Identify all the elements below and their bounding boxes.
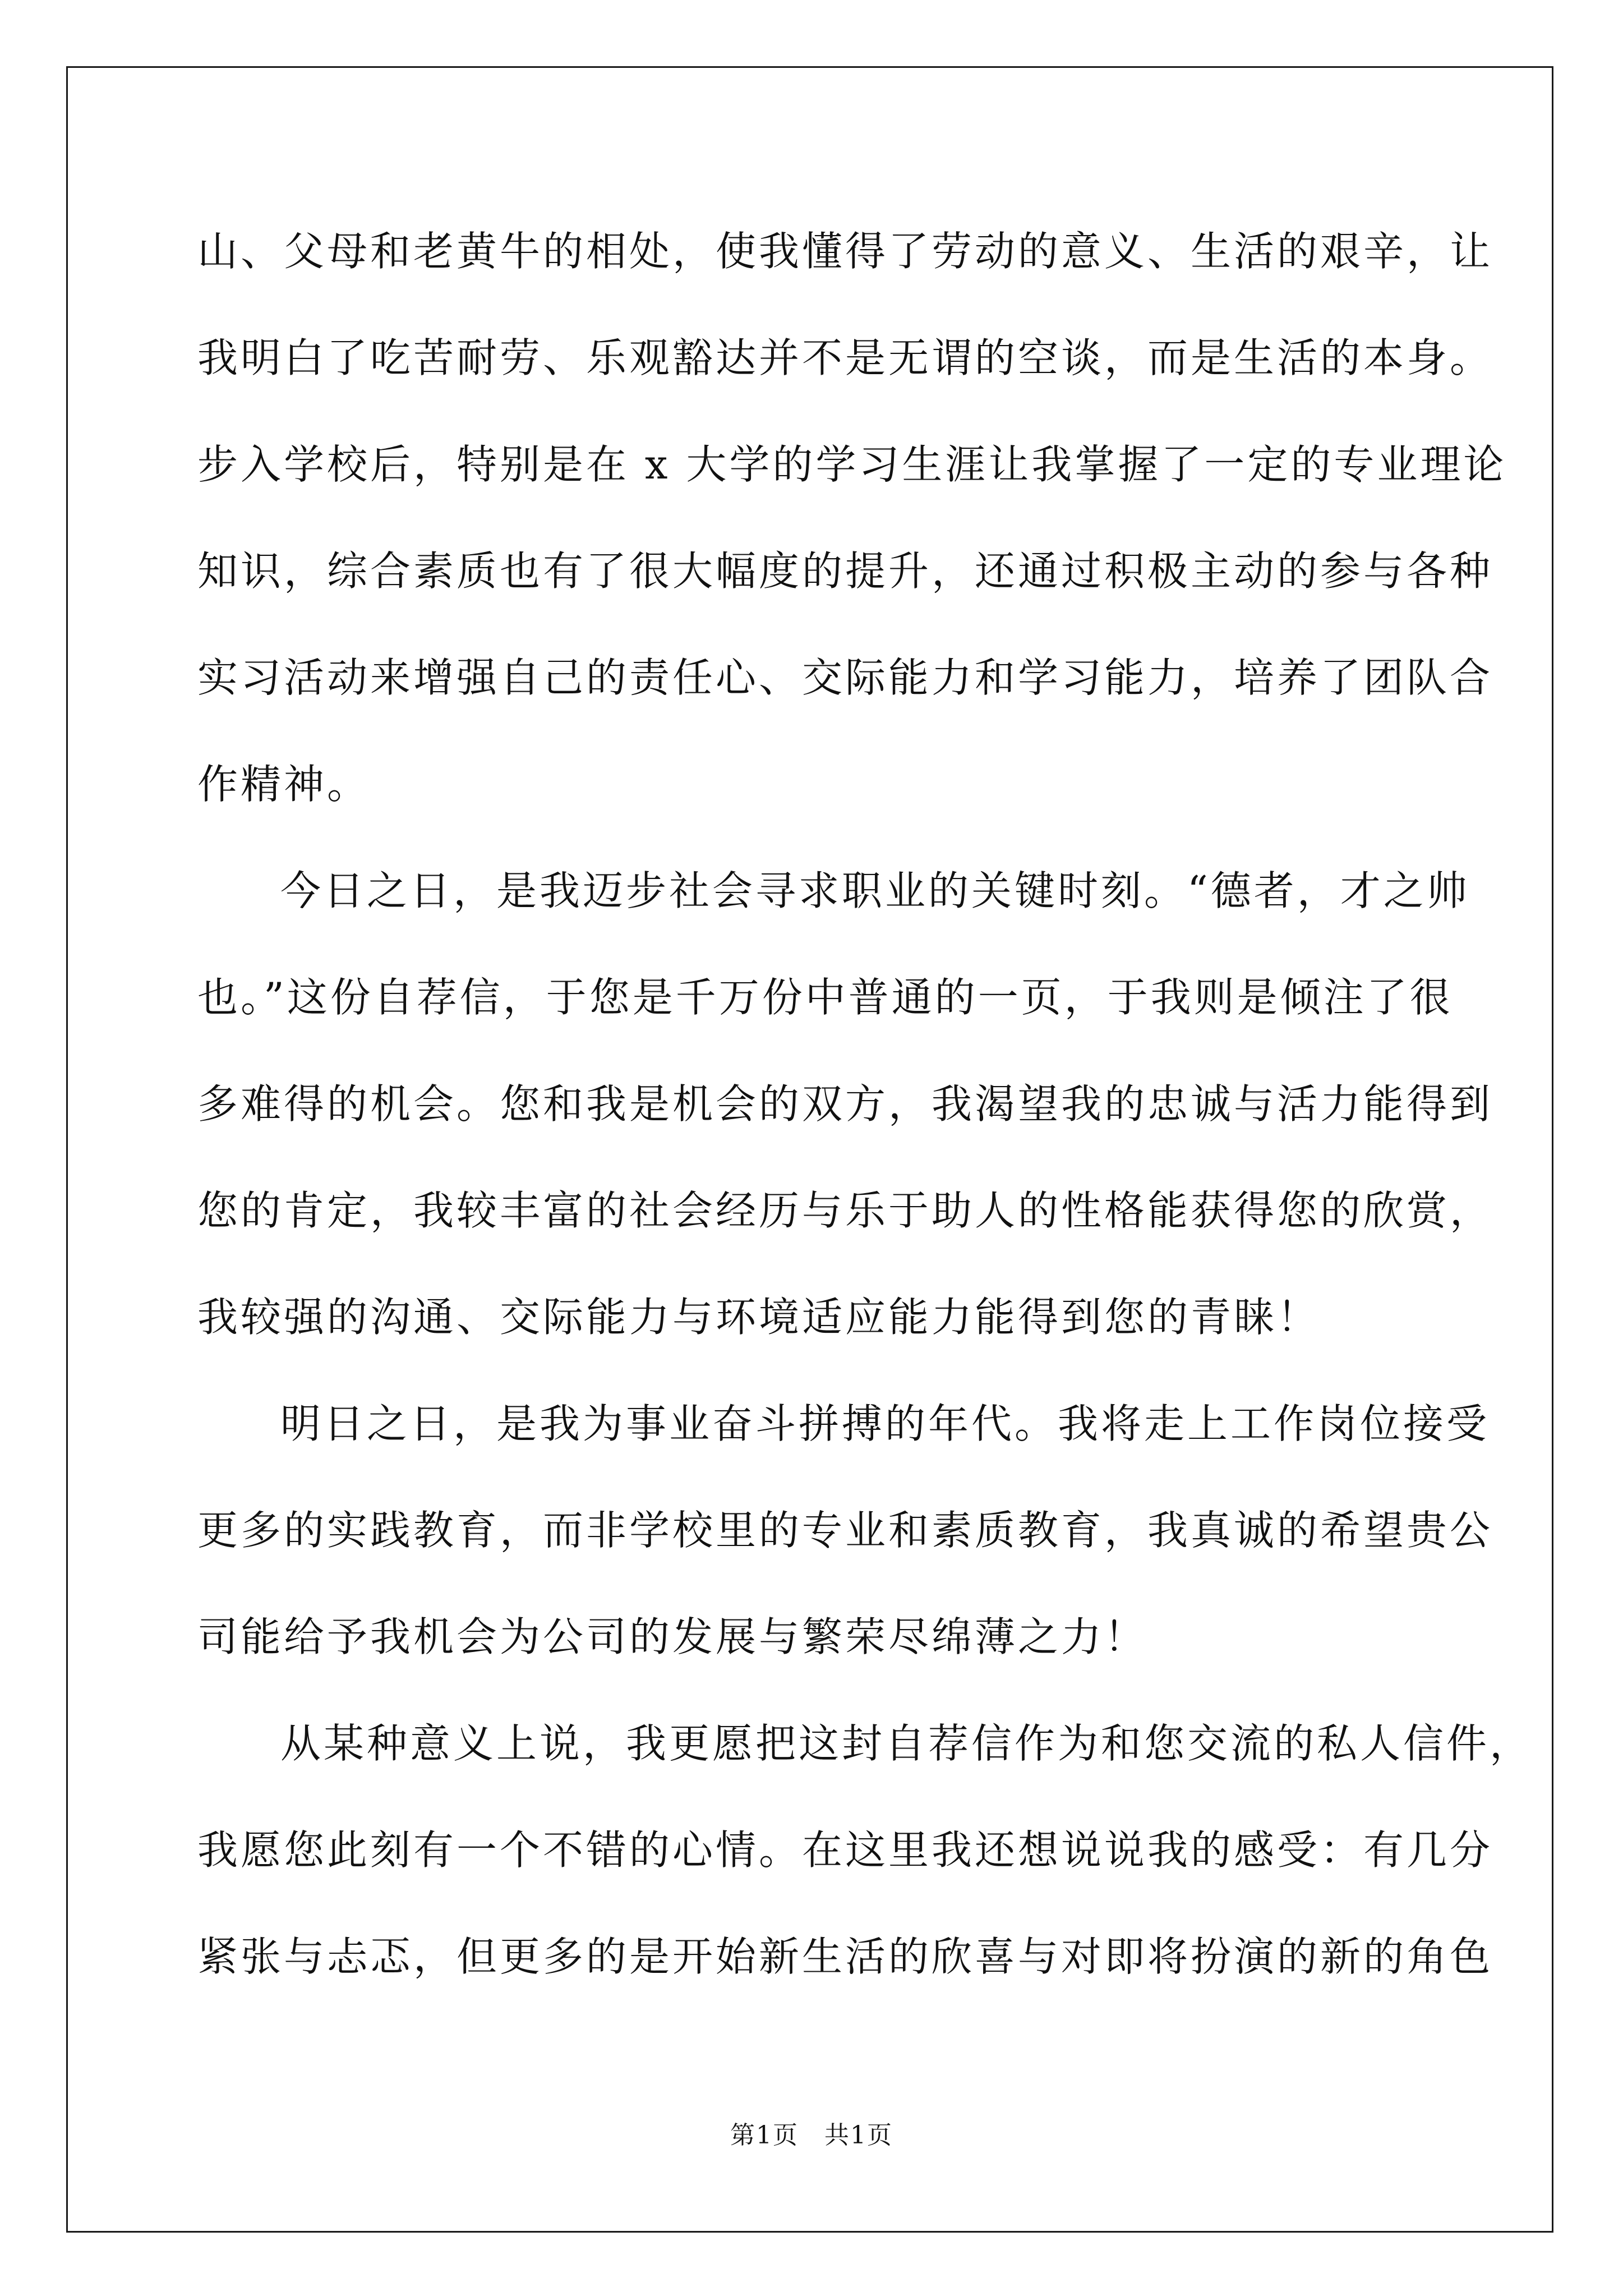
text-line: 我愿您此刻有一个不错的心情。在这里我还想说说我的感受：有几分 — [197, 1826, 1493, 1874]
text-line: 作精神。 — [197, 761, 371, 808]
text-line: 我较强的沟通、交际能力与环境适应能力能得到您的青睐！ — [197, 1294, 1321, 1341]
text-line: 明日之日，是我为事业奋斗拼搏的年代。我将走上工作岗位接受 — [280, 1400, 1490, 1447]
text-line: 多难得的机会。您和我是机会的双方，我渴望我的忠诚与活力能得到 — [197, 1080, 1493, 1128]
text-line: 从某种意义上说，我更愿把这封自荐信作为和您交流的私人信件， — [280, 1720, 1533, 1767]
text-line: 实习活动来增强自己的责任心、交际能力和学习能力，培养了团队合 — [197, 654, 1493, 701]
text-line: 山、父母和老黄牛的相处，使我懂得了劳动的意义、生活的艰辛，让 — [197, 228, 1493, 275]
text-line: 知识，综合素质也有了很大幅度的提升，还通过积极主动的参与各种 — [197, 547, 1493, 595]
document-body — [197, 218, 1533, 2030]
text-line: 也。”这份自荐信，于您是千万份中普通的一页，于我则是倾注了很 — [197, 974, 1453, 1021]
page-footer: 第1页 共1页 — [730, 2121, 893, 2150]
text-line: 紧张与忐忑，但更多的是开始新生活的欣喜与对即将扮演的新的角色 — [197, 1933, 1493, 1980]
text-line: 今日之日，是我迈步社会寻求职业的关键时刻。“德者，才之帅 — [280, 867, 1470, 914]
text-line: 我明白了吃苦耐劳、乐观豁达并不是无谓的空谈，而是生活的本身。 — [197, 334, 1493, 381]
text-line: 您的肯定，我较丰富的社会经历与乐于助人的性格能获得您的欣赏， — [197, 1187, 1493, 1234]
text-line: 步入学校后，特别是在 x 大学的学习生涯让我掌握了一定的专业理论 — [197, 441, 1507, 488]
text-line: 司能给予我机会为公司的发展与繁荣尽绵薄之力！ — [197, 1613, 1148, 1660]
text-line: 更多的实践教育，而非学校里的专业和素质教育，我真诚的希望贵公 — [197, 1507, 1493, 1554]
